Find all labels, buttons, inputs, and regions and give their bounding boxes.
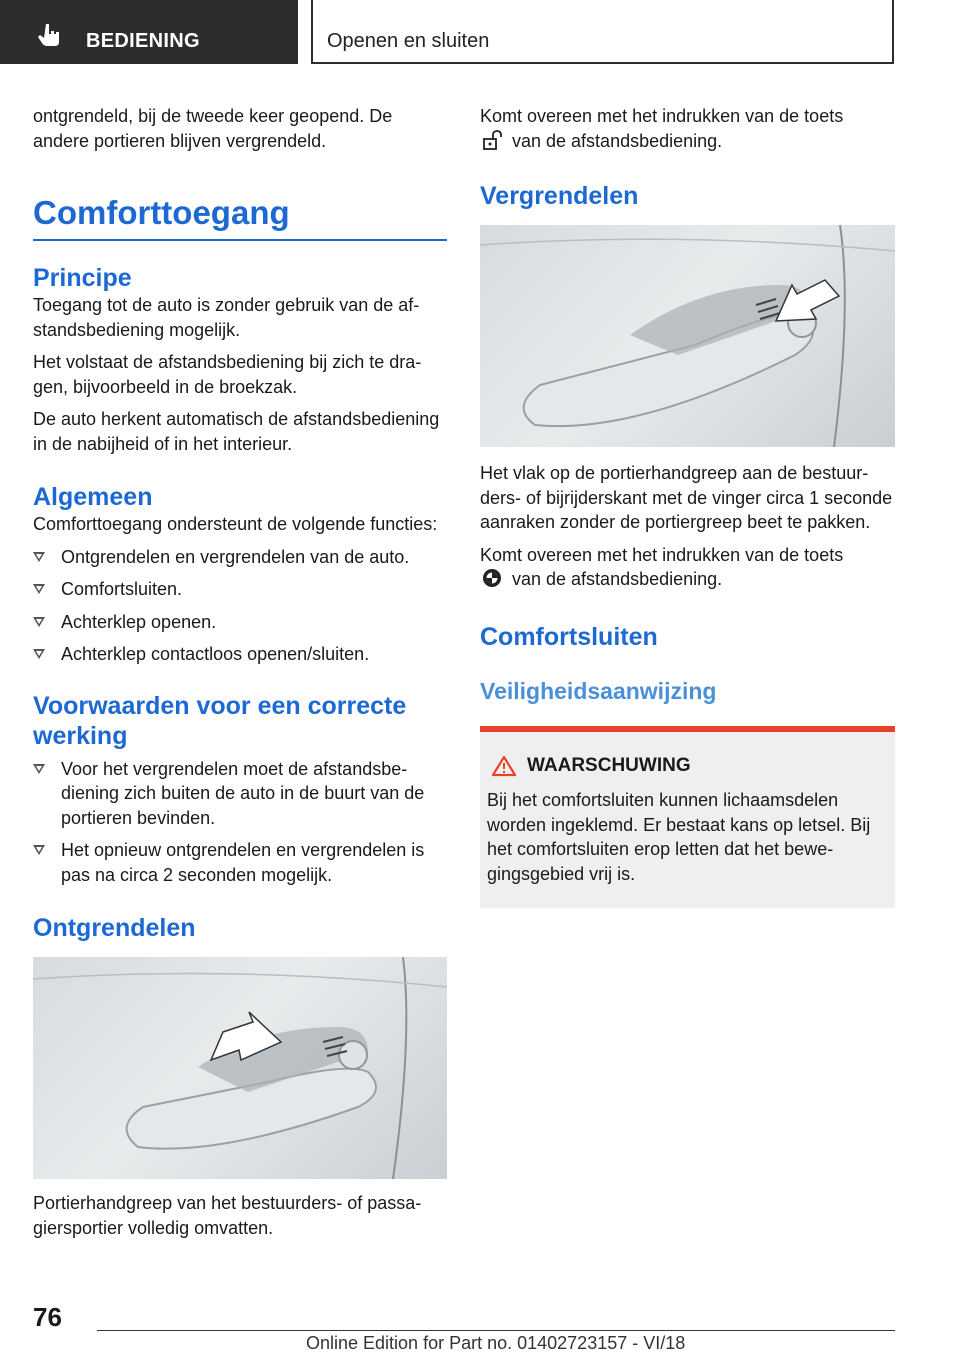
page-number: 76 <box>33 1302 62 1332</box>
footer-edition: Online Edition for Part no. 01402723157 - VI/18 <box>306 1333 686 1353</box>
right-column <box>480 104 895 908</box>
warning-box <box>480 726 895 909</box>
bullet-triangle-icon <box>33 552 45 562</box>
left-column <box>33 104 447 1248</box>
bullet-triangle-icon <box>33 764 45 774</box>
figure-caption: Portierhandgreep van het bestuurders- of passagiersportier volledig omvatten. <box>33 1193 422 1238</box>
principe-para-1: Toegang tot de auto is zonder gebruik van de afstandsbediening mogelijk. <box>33 295 420 340</box>
heading-voorwaarden: Voorwaarden voor een correcte werking <box>33 691 407 750</box>
footer-divider <box>97 1330 895 1331</box>
list-item: Voor het vergrendelen moet de afstandsbediening zich buiten de auto in de buurt van de portieren bevinden. <box>33 757 447 831</box>
heading-comfortsluiten: Comfortsluiten <box>480 622 658 651</box>
heading-ontgrendelen: Ontgrendelen <box>33 914 196 942</box>
chapter-title: Openen en sluiten <box>327 30 490 52</box>
warning-label: WAARSCHUWING <box>527 754 691 776</box>
heading-principe: Principe <box>33 264 132 292</box>
intro-note: Komt overeen met het indrukken van de toets van de afstandsbediening. <box>480 106 844 151</box>
warning-text: Bij het comfortsluiten kunnen lichaamsdelen worden ingeklemd. Er bestaat kans op letsel. Bij het comfortsluiten erop letten dat het bewegingsgebied vrij is. <box>487 790 871 884</box>
hand-touch-icon <box>38 22 64 48</box>
vergrendelen-text: Het vlak op de portierhandgreep aan de bestuurders- of bijrijderskant met de vinger circa 1 seconde aanraken zonder de portiergreep beet te pakken. <box>480 463 893 532</box>
warning-triangle-icon <box>491 755 517 777</box>
warning-header <box>487 754 887 779</box>
algemeen-intro: Comforttoegang ondersteunt de volgende functies: <box>33 514 438 534</box>
heading-vergrendelen: Vergrendelen <box>480 182 639 210</box>
chapter-title-box <box>311 0 894 64</box>
intro-text: ontgrendeld, bij de tweede keer geopend. De andere portieren blijven vergrendeld. <box>33 106 393 151</box>
unlock-icon <box>482 130 502 150</box>
section-label: BEDIENING <box>86 30 200 52</box>
bullet-triangle-icon <box>33 584 45 594</box>
bmw-logo-icon <box>482 568 502 588</box>
list-item: Achterklep contactloos openen/sluiten. <box>33 642 447 667</box>
principe-para-3: De auto herkent automatisch de afstandsbediening in de nabijheid of in het interieur. <box>33 409 440 454</box>
list-item: Comfortsluiten. <box>33 577 447 602</box>
heading-algemeen: Algemeen <box>33 483 153 511</box>
list-item: Ontgrendelen en vergrendelen van de auto. <box>33 545 447 570</box>
heading-veiligheidsaanwijzing: Veiligheidsaanwijzing <box>480 677 717 704</box>
bullet-triangle-icon <box>33 845 45 855</box>
door-handle-lock-image <box>480 225 895 447</box>
heading-comforttoegang: Comforttoegang <box>33 193 447 241</box>
list-item: Achterklep openen. <box>33 610 447 635</box>
vergrendelen-note: Komt overeen met het indrukken van de toets van de afstandsbediening. <box>480 544 844 589</box>
principe-para-2: Het volstaat de afstandsbediening bij zich te dragen, bijvoorbeeld in de broekzak. <box>33 352 422 397</box>
list-item: Het opnieuw ontgrendelen en vergrendelen is pas na circa 2 seconden mogelijk. <box>33 838 447 887</box>
section-tab <box>0 0 298 64</box>
bullet-triangle-icon <box>33 617 45 627</box>
door-handle-unlock-image <box>33 957 447 1179</box>
bullet-triangle-icon <box>33 649 45 659</box>
